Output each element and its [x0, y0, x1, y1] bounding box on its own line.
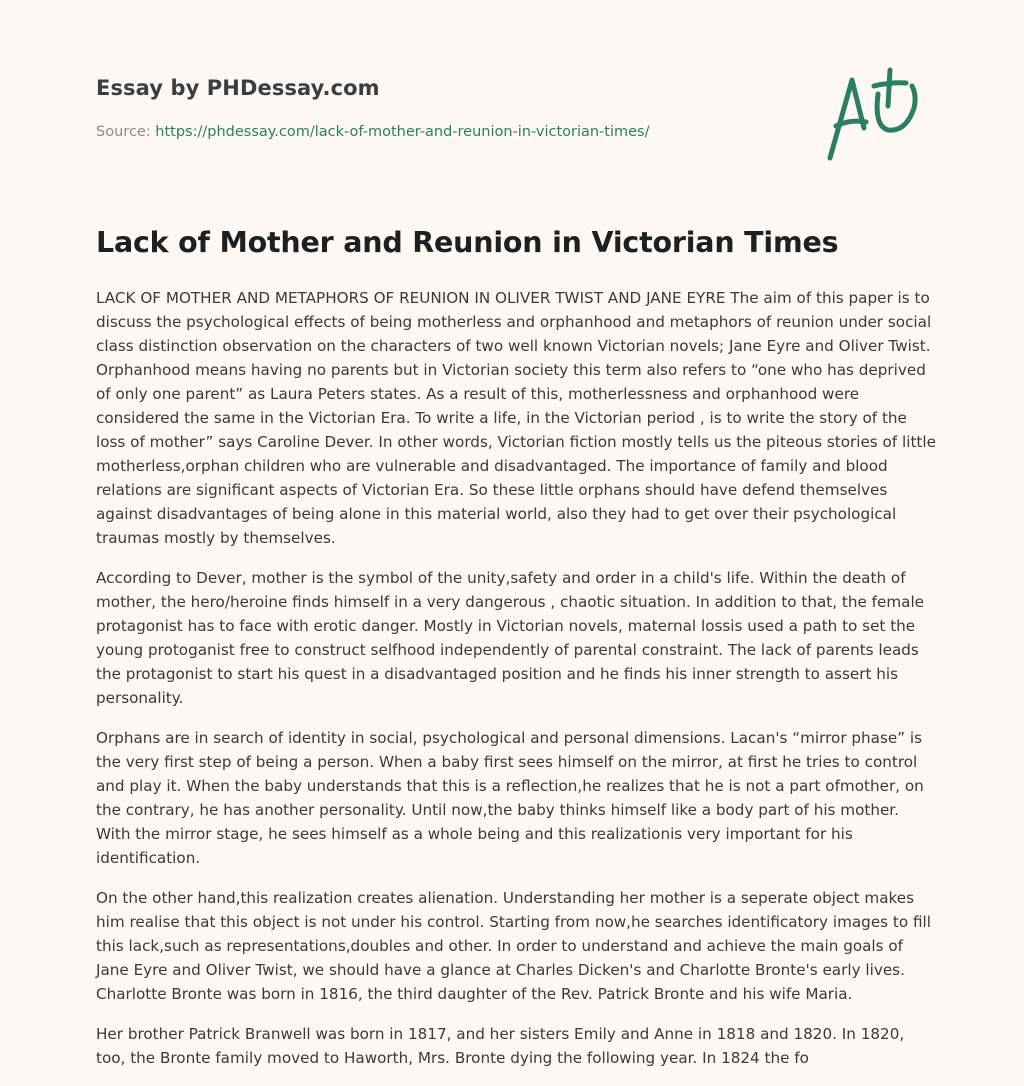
site-title: Essay by PHDessay.com [96, 76, 380, 100]
essay-paragraph: On the other hand,this realization creates alienation. Understanding her mother is a seperate object makes him realise that this object is not under his control. Starting from now,he searches identificatory images to fill this lack,such as representations,doubles and other. In order to understand and achieve the main goals of Jane Eyre and Oliver Twist, we should have a glance at Charles Dicken's and Charlotte Bronte's early lives. Charlotte Bronte was born in 1816, the third daughter of the Rev. Patrick Bronte and his wife Maria. [96, 889, 931, 1003]
source-label: Source: [96, 124, 151, 140]
essay-paragraph: Orphans are in search of identity in social, psychological and personal dimensions. Lacan's “mirror phase” is the very first step of being a person. When a baby first sees himself on the mirror, at first he tries to control and play it. When the baby understands that this is a reflection,he realizes that he is not a part ofmother, on the contrary, he has another personality. Until now,the baby thinks himself like a body part of his mother. With the mirror stage, he sees himself as a whole being and this realizationis very important for his identification. [96, 729, 924, 867]
essay-paragraph: According to Dever, mother is the symbol of the unity,safety and order in a child's life. Within the death of mother, the hero/heroine finds himself in a very dangerous , chaotic situation. In addition to that, the female protagonist has to face with erotic danger. Mostly in Victorian novels, maternal lossis used a path to set the young protoganist free to construct selfhood independently of parental constraint. The lack of parents leads the protagonist to start his quest in a disadvantaged position and he finds his inner strength to assert his personality. [96, 569, 925, 707]
essay-paragraph: Her brother Patrick Branwell was born in 1817, and her sisters Emily and Anne in 1818 and 1820. In 1820, too, the Bronte family moved to Haworth, Mrs. Bronte dying the following year. In 1824 the fo [96, 1025, 905, 1067]
essay-header [96, 76, 936, 176]
essay-body [96, 286, 936, 1086]
essay-paragraph: LACK OF MOTHER AND METAPHORS OF REUNION IN OLIVER TWIST AND JANE EYRE The aim of this paper is to discuss the psychological effects of being motherless and orphanhood and metaphors of reunion under social class distinction observation on the characters of two well known Victorian novels; Jane Eyre and Oliver Twist. Orphanhood means having no parents but in Victorian society this term also refers to “one who has deprived of only one parent” as Laura Peters states. As a result of this, motherlessness and orphanhood were considered the same in the Victorian Era. To write a life, in the Victorian period , is to write the story of the loss of mother” says Caroline Dever. In other words, Victorian fiction mostly tells us the piteous stories of little motherless,orphan children who are vulnerable and disadvantaged. The importance of family and blood relations are significant aspects of Victorian Era. So these little orphans should have defend themselves against disadvantages of being alone in this material world, also they had to get over their psychological traumas mostly by themselves. [96, 289, 936, 547]
source-link[interactable]: https://phdessay.com/lack-of-mother-and-reunion-in-victorian-times/ [155, 124, 650, 140]
essay-title: Lack of Mother and Reunion in Victorian Times [96, 226, 839, 259]
source-line [96, 124, 650, 140]
a-plus-grade-logo [824, 64, 928, 164]
